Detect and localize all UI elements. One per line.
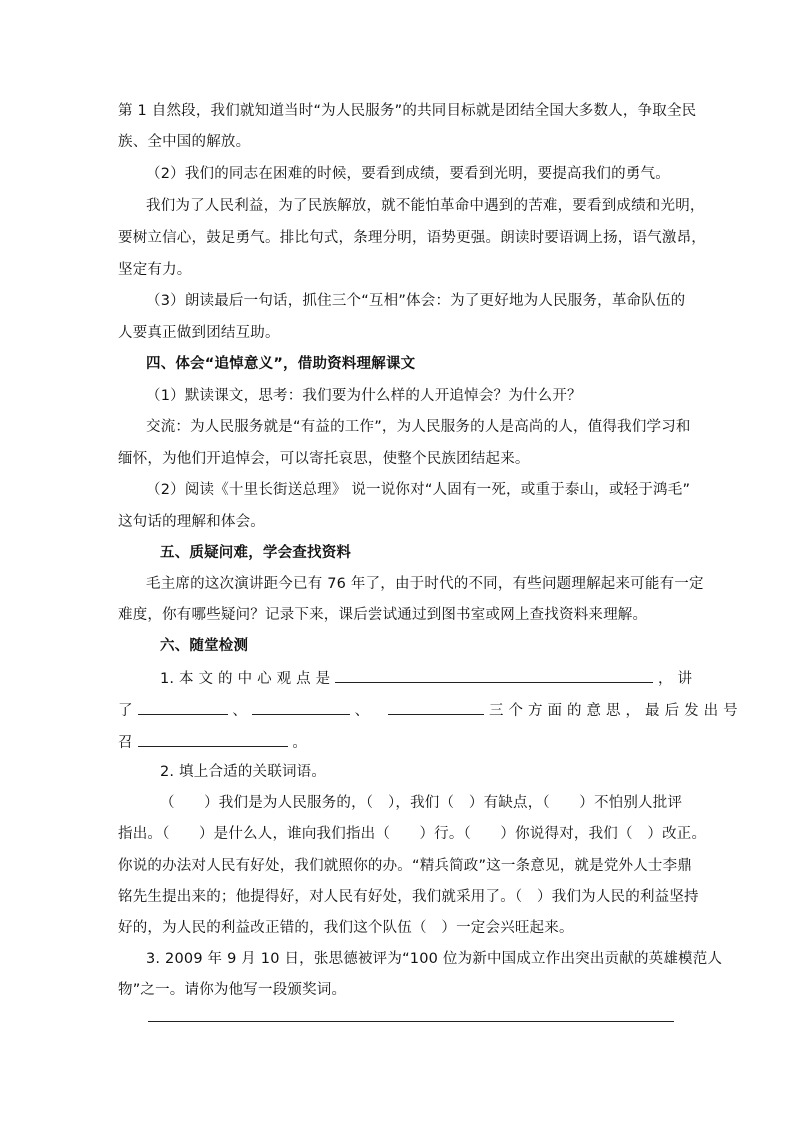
text-line: 我们为了人民利益，为了民族解放，就不能怕革命中遇到的苦难，要看到成绩和光明， — [146, 198, 705, 214]
question-1-line — [160, 667, 720, 689]
q1-text: ， 讲 — [657, 671, 693, 687]
text-line: 指出。（ ）是什么人，谁向我们指出（ ）行。（ ）你说得对，我们（ ）改正。 — [118, 826, 707, 842]
text-line: （2）阅读《十里长街送总理》 说一说你对“人固有一死，或重于泰山，或轻于鸿毛” — [146, 482, 691, 498]
text-line: 第 1 自然段，我们就知道当时“为人民服务”的共同目标就是团结全国大多数人，争取全民 — [118, 103, 697, 119]
text-line: 族、全中国的解放。 — [118, 134, 251, 150]
text-line: 毛主席的这次演讲距今已有 76 年了，由于时代的不同，有些问题理解起来可能有一定 — [146, 576, 704, 592]
text-line: 难度，你有哪些疑问？记录下来，课后尝试通过到图书室或网上查找资料来理解。 — [118, 607, 648, 623]
answer-blank[interactable] — [388, 699, 484, 715]
text-line: 要树立信心，鼓足勇气。排比句式，条理分明，语势更强。朗读时要语调上扬，语气激昂， — [118, 230, 706, 246]
text-line: 人要真正做到团结互助。 — [118, 325, 280, 341]
section-heading: 五、质疑问难，学会查找资料 — [160, 545, 352, 561]
text-line: 这句话的理解和体会。 — [118, 514, 265, 530]
text-line: 好的，为人民的利益改正错的，我们这个队伍（ ）一定会兴旺起来。 — [118, 920, 574, 936]
text-line: 你说的办法对人民有好处，我们就照你的办。“精兵简政”这一条意见，就是党外人士李鼎 — [118, 858, 693, 874]
q1-text: 召 — [118, 735, 133, 751]
question-2-title: 2. 填上合适的关联词语。 — [160, 764, 327, 780]
text-line: 交流：为人民服务就是“有益的工作”，为人民服务的人是高尚的人，值得我们学习和 — [146, 419, 691, 435]
section-heading: 六、随堂检测 — [160, 638, 249, 654]
q1-text: 1. 本 文 的 中 心 观 点 是 — [160, 671, 331, 687]
q1-text: 、 — [354, 703, 370, 719]
question-3-line: 3. 2009 年 9 月 10 日，张思德被评为“100 位为新中国成立作出突出贡献的英雄模范人 — [146, 951, 723, 967]
q1-text: 三 个 方 面 的 意 思 ， 最 后 发 出 号 — [488, 703, 738, 719]
text-line: （2）我们的同志在困难的时候，要看到成绩，要看到光明，要提高我们的勇气。 — [146, 166, 670, 182]
text-line: 坚定有力。 — [118, 262, 192, 278]
text-line: 缅怀，为他们开追悼会，可以寄托哀思，使整个民族团结起来。 — [118, 451, 530, 467]
answer-blank[interactable] — [335, 667, 653, 683]
text-line: （1）默读课文，思考：我们要为什么样的人开追悼会？为什么开？ — [146, 388, 582, 404]
answer-blank[interactable] — [138, 731, 288, 747]
text-line: （ ）我们是为人民服务的，（ ），我们（ ）有缺点，（ ）不怕别人批评 — [160, 795, 683, 811]
answer-blank[interactable] — [252, 699, 350, 715]
text-line: （3）朗读最后一句话，抓住三个“互相”体会：为了更好地为人民服务，革命队伍的 — [146, 293, 686, 309]
text-line: 铭先生提出来的；他提得好，对人民有好处，我们就采用了。（ ）我们为人民的利益坚持 — [118, 889, 699, 905]
q1-text: 了 — [118, 703, 133, 719]
q1-text: 。 — [292, 735, 308, 751]
question-1-line — [118, 731, 678, 753]
text-line: 物”之一。请你为他写一段颁奖词。 — [118, 982, 347, 998]
section-heading: 四、体会“追悼意义”，借助资料理解课文 — [146, 356, 416, 372]
question-1-line — [118, 699, 738, 721]
answer-line[interactable] — [148, 1021, 674, 1022]
q1-text: 、 — [232, 703, 248, 719]
answer-blank[interactable] — [138, 699, 228, 715]
